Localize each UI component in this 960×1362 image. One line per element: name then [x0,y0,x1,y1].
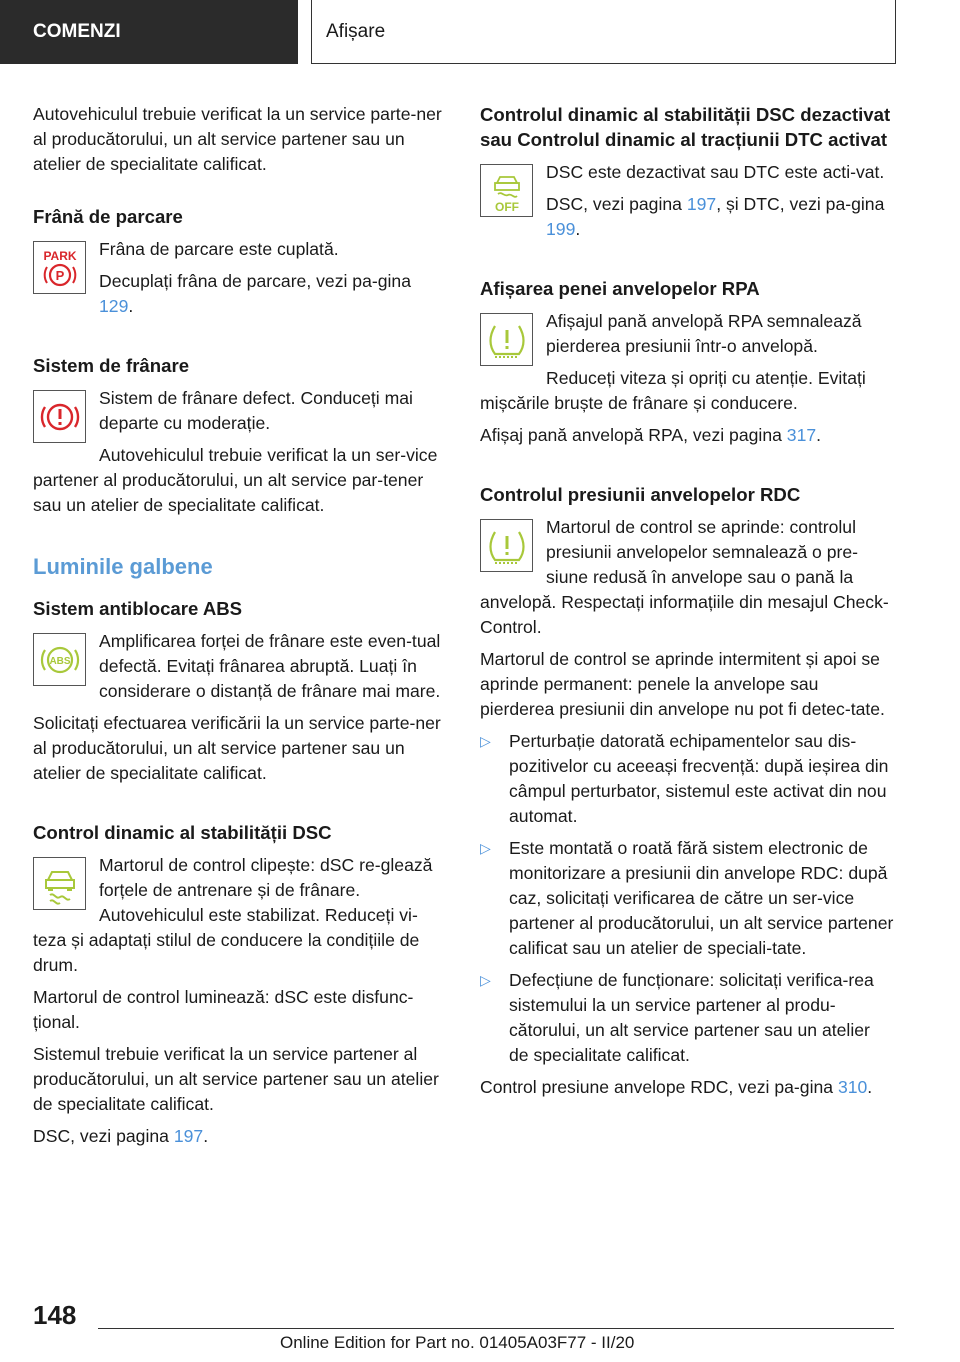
brake-system-section [33,353,447,525]
dsc-text-2: Martorul de control luminează: dSC este disfunc-țional. [33,987,414,1032]
page-title: Afișare [326,20,386,42]
section-tab [0,0,298,64]
rpa-text-1: Afișajul pană anvelopă RPA semnalează pierderea presiunii într-o anvelopă. [546,311,862,356]
rdc-bullet-list [480,729,894,1068]
list-item: ▷ Defecțiune de funcționare: solicitați verifica-rea sistemului la un service partener al produ-cătorului, un alt service partener sau un atelier de specialitate calificat. [480,970,874,1065]
rdc-section [480,482,894,1107]
page-link-317[interactable]: 317 [786,425,817,445]
intro-text: Autovehiculul trebuie verificat la un service parte-ner al producătorului, un alt service partener sau un atelier de specialitate calificat. [33,104,442,174]
list-item: ▷ Este montată o roată fără sistem electronic de monitorizare a presiunii din anvelope RDC: după caz, solicitați verificarea de către un ser-vice partener al producătorului, un alt service partener calificat sau un atelier de speciali-tate. [480,838,894,958]
svg-text:P: P [55,267,64,283]
intro-section [33,102,447,177]
triangle-bullet-icon: ▷ [480,840,491,856]
rpa-text-3: Afișaj pană anvelopă RPA, vezi pagina 317. [480,425,822,445]
page-header [311,0,896,64]
right-column [480,102,894,1134]
tire-pressure-icon [480,519,533,572]
parking-brake-section [33,204,447,326]
parking-brake-heading: Frână de parcare [33,206,183,227]
dsc-section [33,820,447,1156]
rdc-text-1: Martorul de control se aprinde: controlul presiunii anvelopelor semnalează o pre-siune redusă în anvelope sau o pană la anvelopă. Respectați informațiile din mesajul Check-Control. [480,517,889,637]
page-number: 148 [33,1300,77,1330]
off-icon-text: OFF [494,199,519,213]
rpa-text-2: Reduceți viteza și opriți cu atenție. Evitați mișcările bruște de frânare și conducere. [480,368,866,413]
dsc-text-1: Martorul de control clipește: dSC re-glează forțele de antrenare și de frânare. Autovehiculul este stabilizat. Reduceți vi-teza și adaptați stilul de conducere la condițiile de drum. [33,855,433,975]
page-link-197-b[interactable]: 197 [686,194,717,214]
tire-warning-icon [480,313,533,366]
rpa-section [480,276,894,455]
brake-system-heading: Sistem de frânare [33,355,190,376]
list-item: ▷ Perturbație datorată echipamentelor sau dis-pozitivelor cu aceeași frecvență: după ieșirea din câmpul perturbator, sistemul este activat din nou automat. [480,731,889,826]
section-label: COMENZI [33,21,121,42]
dsc-off-section [480,102,894,249]
abs-text-2: Solicitați efectuarea verificării la un service parte-ner al producătorului, un alt service partener sau un atelier de specialitate calificat. [33,713,441,783]
abs-icon [33,633,86,686]
page-link-310[interactable]: 310 [837,1077,868,1097]
footer-divider [98,1328,894,1329]
dsc-off-text-1: DSC este dezactivat sau DTC este acti-vat. [546,162,885,182]
abs-heading: Sistem antiblocare ABS [33,598,243,619]
dsc-heading: Control dinamic al stabilității DSC [33,822,332,843]
triangle-bullet-icon: ▷ [480,972,491,988]
rdc-text-3: Control presiune anvelope RDC, vezi pa-gina 310. [480,1077,873,1097]
brake-warning-icon [33,390,86,443]
left-column [33,102,447,1183]
parking-brake-icon [33,241,86,294]
yellow-lights-heading: Luminile galbene [33,554,213,579]
rpa-heading: Afișarea penei anvelopelor RPA [480,278,760,299]
rdc-heading: Controlul presiunii anvelopelor RDC [480,484,801,505]
page-link-199[interactable]: 199 [546,219,576,239]
dsc-icon [33,857,86,910]
dsc-text-3: Sistemul trebuie verificat la un service partener al producătorului, un alt service partener sau un atelier de specialitate calificat. [33,1044,439,1114]
brake-system-text-1: Sistem de frânare defect. Conduceți mai departe cu moderație. [99,388,413,433]
brake-system-text-2: Autovehiculul trebuie verificat la un ser-vice partener al producătorului, un alt service par-tener sau un atelier de specialitate calificat. [33,445,438,515]
dsc-off-text-2: DSC, vezi pagina 197, și DTC, vezi pa-gina 199. [546,194,885,239]
abs-section [33,596,447,793]
triangle-bullet-icon: ▷ [480,733,491,749]
dsc-text-4: DSC, vezi pagina 197. [33,1126,209,1146]
page-link-129[interactable]: 129 [99,296,129,316]
parking-brake-text-2: Decuplați frâna de parcare, vezi pa-gina 129. [99,271,411,316]
abs-icon-text: ABS [48,655,71,667]
footer-edition: Online Edition for Part no. 01405A03F77 - II/20 [280,1333,635,1352]
park-icon-text: PARK [42,248,77,263]
dsc-off-heading: Controlul dinamic al stabilității DSC dezactivat sau Controlul dinamic al tracțiunii DTC activat [480,104,891,150]
page-link-197[interactable]: 197 [173,1126,204,1146]
rdc-text-2: Martorul de control se aprinde intermitent și apoi se aprinde permanent: penele la anvelope sau pierderea presiunii din anvelope nu pot fi detec-tate. [480,649,885,719]
abs-text-1: Amplificarea forței de frânare este even-tual defectă. Evitați frânarea abruptă. Luați în considerare o distanță de frânare mai mare. [99,631,441,701]
parking-brake-text-1: Frâna de parcare este cuplată. [99,239,339,259]
dsc-off-icon [480,164,533,217]
